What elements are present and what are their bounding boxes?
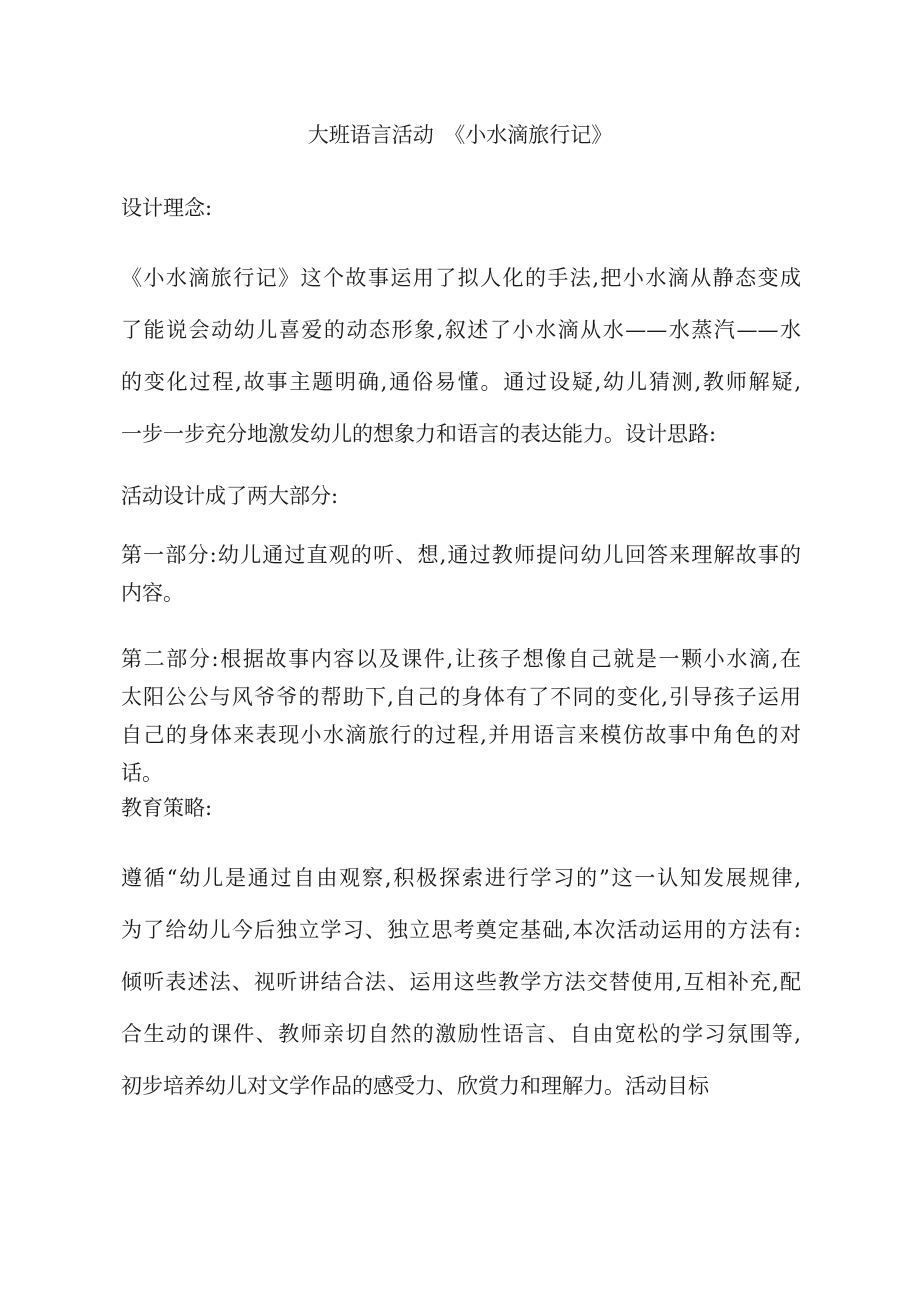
strategy-paragraph <box>121 852 801 1112</box>
paragraph-line: 自己的身体来表现小水滴旅行的过程,并用语言来模仿故事中角色的对 <box>121 723 801 747</box>
paragraph-line: 第一部分:幼儿通过直观的听、想,通过教师提问幼儿回答来理解故事的 <box>121 543 801 567</box>
paragraph-line: 遵循“幼儿是通过自由观察,积极探索进行学习的”这一认知发展规律, <box>121 866 801 890</box>
paragraph-line: 活动设计成了两大部分: <box>121 484 339 508</box>
paragraph-line: 一步一步充分地激发幼儿的想象力和语言的表达能力。设计思路: <box>121 422 717 446</box>
paragraph-line: 第二部分:根据故事内容以及课件,让孩子想像自己就是一颗小水滴,在 <box>121 647 801 671</box>
paragraph-line: 为了给幼儿今后独立学习、独立思考奠定基础,本次活动运用的方法有: <box>121 918 801 942</box>
design-intro <box>121 476 801 516</box>
paragraph-line: 话。 <box>121 761 163 785</box>
paragraph-line: 的变化过程,故事主题明确,通俗易懂。通过设疑,幼儿猜测,教师解疑, <box>121 370 801 394</box>
document-title: 大班语言活动 《小水滴旅行记》 <box>307 123 613 147</box>
paragraph-line: 了能说会动幼儿喜爱的动态形象,叙述了小水滴从水——水蒸汽——水 <box>121 318 801 342</box>
paragraph-line: 内容。 <box>121 581 184 605</box>
paragraph-line: 合生动的课件、教师亲切自然的激励性语言、自由宽松的学习氛围等, <box>121 1022 801 1046</box>
part-one-paragraph <box>121 536 801 612</box>
heading-text: 教育策略: <box>121 796 213 820</box>
design-concept-paragraph <box>121 252 801 460</box>
paragraph-line: 初步培养幼儿对文学作品的感受力、欣赏力和理解力。活动目标 <box>121 1074 709 1098</box>
paragraph-line: 倾听表述法、视听讲结合法、运用这些教学方法交替使用,互相补充,配 <box>121 970 801 994</box>
heading-text: 设计理念: <box>121 196 213 220</box>
paragraph-line: 太阳公公与风爷爷的帮助下,自己的身体有了不同的变化,引导孩子运用 <box>121 685 801 709</box>
part-two-paragraph <box>121 640 801 792</box>
paragraph-line: 《小水滴旅行记》这个故事运用了拟人化的手法,把小水滴从静态变成 <box>121 266 801 290</box>
design-concept-heading <box>121 188 801 228</box>
strategy-heading <box>121 788 801 828</box>
